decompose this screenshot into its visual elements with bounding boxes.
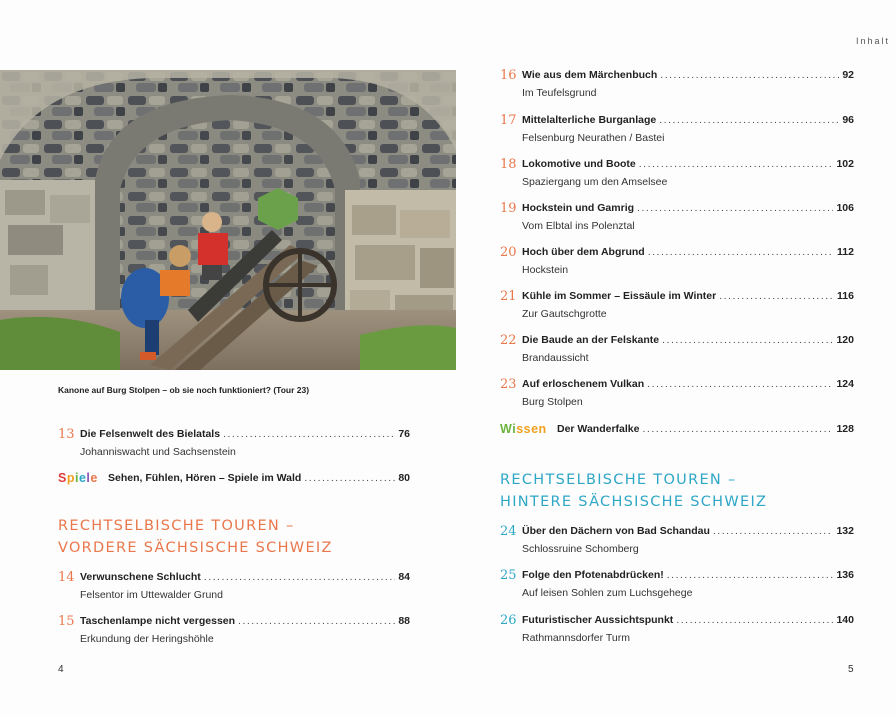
wissen-letter: s (516, 422, 524, 436)
wissen-letter: s (523, 422, 532, 436)
tour-title: Hockstein und Gamrig (522, 202, 635, 214)
section-heading-vordere: RECHTSELBISCHE TOUREN – VORDERE SÄCHSISCHE SCHWEIZ (58, 518, 333, 556)
tour-subtitle: Erkundung der Heringshöhle (80, 633, 214, 645)
tour-subtitle: Auf leisen Sohlen zum Luchsgehege (522, 587, 693, 599)
tour-subtitle: Im Teufelsgrund (522, 87, 597, 99)
dot-leader (713, 525, 834, 537)
spiele-letter: S (58, 471, 67, 485)
spiele-letter: i (74, 471, 79, 485)
dot-leader (304, 472, 395, 484)
tour-number: 13 (58, 427, 75, 442)
spiele-label (58, 471, 98, 485)
tour-number: 15 (58, 614, 75, 629)
tour-number: 17 (500, 113, 517, 128)
page-number: 92 (842, 69, 854, 81)
tour-number: 14 (58, 570, 75, 585)
page-folio-left: 4 (58, 664, 64, 675)
tour-title: Die Felsenwelt des Bielatals (80, 428, 221, 440)
tour-subtitle: Zur Gautschgrotte (522, 308, 607, 320)
tour-subtitle: Rathmannsdorfer Turm (522, 632, 630, 644)
tour-subtitle: Schlossruine Schomberg (522, 543, 639, 555)
wissen-letter: e (531, 422, 539, 436)
spiele-letter: e (78, 471, 87, 485)
dot-leader (648, 246, 834, 258)
dot-leader (660, 69, 839, 81)
tour-subtitle: Brandaussicht (522, 352, 589, 364)
tour-title: Futuristischer Aussichtspunkt (522, 614, 674, 626)
photo-illustration (0, 70, 456, 370)
tour-subtitle: Hockstein (522, 264, 569, 276)
dot-leader (667, 569, 834, 581)
dot-leader (204, 571, 396, 583)
dot-leader (238, 615, 395, 627)
spiele-letter: l (86, 471, 91, 485)
spiele-letter: p (66, 471, 75, 485)
dot-leader (662, 334, 833, 346)
wissen-label (500, 422, 547, 436)
page-number: 112 (837, 246, 854, 258)
page-number: 116 (837, 290, 854, 302)
page-folio-right: 5 (848, 664, 854, 675)
page-number: 140 (836, 614, 854, 626)
page-number: 128 (836, 423, 854, 435)
tour-subtitle: Spaziergang um den Amselsee (522, 176, 668, 188)
tour-title: Auf erloschenem Vulkan (522, 378, 645, 390)
tour-number: 21 (500, 289, 517, 304)
tour-title: Über den Dächern von Bad Schandau (522, 525, 710, 537)
tour-subtitle: Felsenburg Neurathen / Bastei (522, 132, 665, 144)
page-number: 88 (398, 615, 410, 627)
page-number: 124 (836, 378, 854, 390)
dot-leader (639, 158, 834, 170)
page-number: 84 (398, 571, 410, 583)
tour-title: Hoch über dem Abgrund (522, 246, 645, 258)
page-number: 80 (398, 472, 410, 484)
photo-cannon-burg-stolpen (0, 70, 456, 370)
tour-subtitle: Johanniswacht und Sachsenstein (80, 446, 236, 458)
spiele-letter: e (90, 471, 98, 485)
running-head: Inhalt (855, 36, 890, 46)
dot-leader (719, 290, 834, 302)
photo-caption: Kanone auf Burg Stolpen – ob sie noch funktioniert? (Tour 23) (58, 385, 310, 395)
tour-subtitle: Felsentor im Uttewalder Grund (80, 589, 223, 601)
page-number: 120 (836, 334, 854, 346)
tour-title: Mittelalterliche Burganlage (522, 114, 657, 126)
tour-title: Taschenlampe nicht vergessen (80, 615, 236, 627)
page-number: 106 (836, 202, 854, 214)
page-number: 102 (836, 158, 854, 170)
tour-number: 22 (500, 333, 517, 348)
spiele-title: Sehen, Fühlen, Hören – Spiele im Wald (108, 472, 302, 484)
tour-title: Kühle im Sommer – Eissäule im Winter (522, 290, 717, 302)
tour-number: 25 (500, 568, 517, 583)
tour-subtitle: Vom Elbtal ins Polenztal (522, 220, 635, 232)
tour-title: Folge den Pfotenabdrücken! (522, 569, 664, 581)
tour-subtitle: Burg Stolpen (522, 396, 583, 408)
tour-number: 18 (500, 157, 517, 172)
dot-leader (637, 202, 833, 214)
dot-leader (659, 114, 839, 126)
dot-leader (647, 378, 833, 390)
page-number: 96 (842, 114, 854, 126)
wissen-letter: W (500, 422, 513, 436)
tour-title: Verwunschene Schlucht (80, 571, 201, 583)
page-number: 136 (836, 569, 854, 581)
tour-number: 19 (500, 201, 517, 216)
tour-number: 26 (500, 613, 517, 628)
dot-leader (676, 614, 833, 626)
tour-number: 23 (500, 377, 517, 392)
wissen-letter: i (512, 422, 517, 436)
page-number: 132 (836, 525, 854, 537)
tour-number: 16 (500, 68, 517, 83)
tour-number: 24 (500, 524, 517, 539)
tour-title: Lokomotive und Boote (522, 158, 636, 170)
wissen-letter: n (538, 422, 547, 436)
tour-number: 20 (500, 245, 517, 260)
dot-leader (223, 428, 395, 440)
dot-leader (642, 423, 833, 435)
tour-title: Die Baude an der Felskante (522, 334, 660, 346)
section-heading-hintere: RECHTSELBISCHE TOUREN – HINTERE SÄCHSISCHE SCHWEIZ (500, 472, 768, 510)
tour-title: Wie aus dem Märchenbuch (522, 69, 658, 81)
page-number: 76 (398, 428, 410, 440)
wissen-title: Der Wanderfalke (557, 423, 640, 435)
